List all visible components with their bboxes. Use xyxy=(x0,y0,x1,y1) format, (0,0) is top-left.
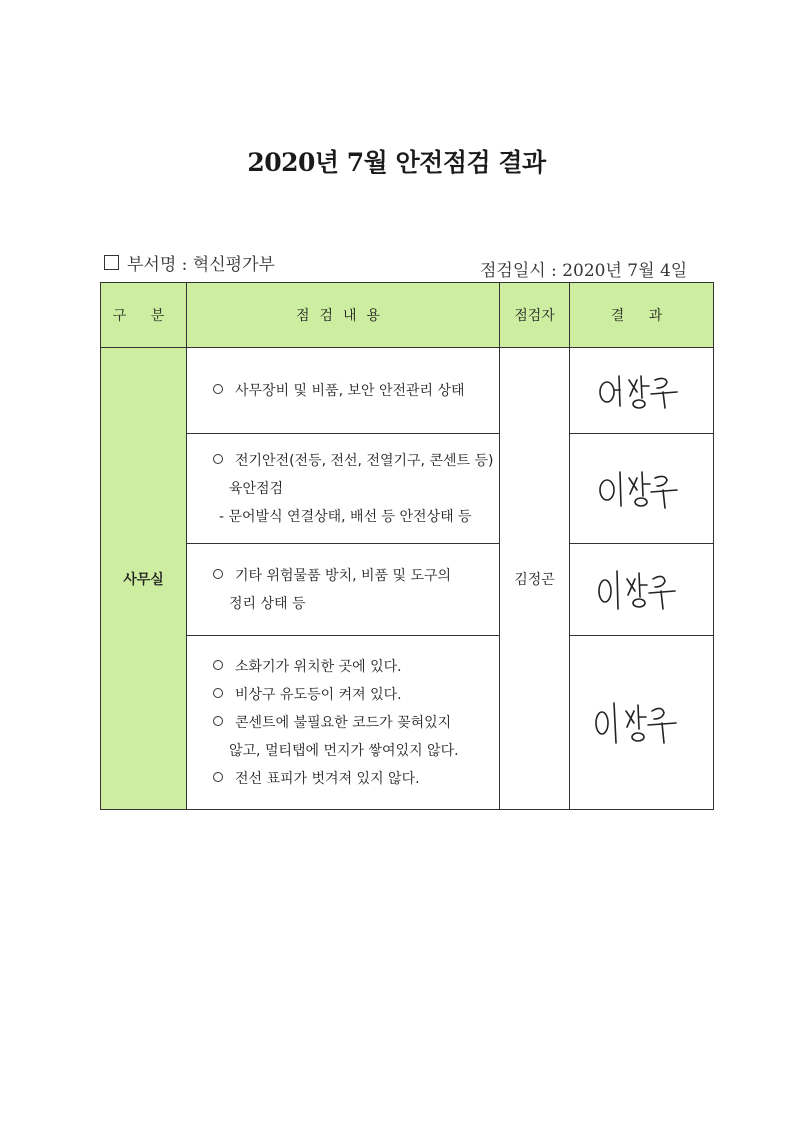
inspection-table xyxy=(100,282,714,810)
list-subitem: - 문어발식 연결상태, 배선 등 안전상태 등 xyxy=(219,508,472,525)
result-signature xyxy=(570,434,714,544)
department-label: 부서명 : 혁신평가부 xyxy=(127,255,275,275)
header-inspector: 점검자 xyxy=(500,283,570,348)
list-item: 전선 표피가 벗겨져 있지 않다. xyxy=(205,765,491,793)
result-signature xyxy=(570,636,714,810)
signature-image xyxy=(593,462,683,512)
list-item-continuation: 않고, 멀티탭에 먼지가 쌓여있지 않다. xyxy=(229,742,459,759)
circle-bullet-icon xyxy=(213,688,223,698)
list-item: 콘센트에 불필요한 코드가 꽂혀있지 xyxy=(205,709,491,737)
content-cell xyxy=(187,434,500,544)
list-item: 전기안전(전등, 전선, 전열기구, 콘센트 등) xyxy=(205,447,491,475)
circle-bullet-icon xyxy=(213,454,223,464)
list-item-continuation: 정리 상태 등 xyxy=(229,595,306,612)
list-item: 기타 위험물품 방치, 비품 및 도구의 xyxy=(205,562,491,590)
signature-image xyxy=(590,693,686,749)
result-signature xyxy=(570,348,714,434)
list-item: 소화기가 위치한 곳에 있다. xyxy=(205,653,491,681)
signature-image xyxy=(593,366,683,412)
header-category: 구 분 xyxy=(101,283,187,348)
list-item: 사무장비 및 비품, 보안 안전관리 상태 xyxy=(205,377,491,405)
circle-bullet-icon xyxy=(213,716,223,726)
category-cell: 사무실 xyxy=(101,348,187,810)
header-content: 점검내용 xyxy=(187,283,500,348)
inspector-cell: 김정곤 xyxy=(500,348,570,810)
signature-image xyxy=(593,561,683,615)
table-row xyxy=(101,348,714,434)
inspection-date: 점검일시 : 2020년 7월 4일 xyxy=(480,261,688,281)
result-signature xyxy=(570,544,714,636)
department-field xyxy=(104,250,275,275)
content-cell xyxy=(187,348,500,434)
circle-bullet-icon xyxy=(213,384,223,394)
table-row xyxy=(101,434,714,544)
content-cell xyxy=(187,544,500,636)
document-title: 2020년 7월 안전점검 결과 xyxy=(247,148,546,177)
table-header-row xyxy=(101,283,714,348)
table-row xyxy=(101,636,714,810)
header-result: 결 과 xyxy=(570,283,714,348)
circle-bullet-icon xyxy=(213,772,223,782)
circle-bullet-icon xyxy=(213,569,223,579)
checkbox-icon[interactable] xyxy=(104,255,119,270)
content-cell xyxy=(187,636,500,810)
list-item: 비상구 유도등이 켜져 있다. xyxy=(205,681,491,709)
list-item-continuation: 육안점검 xyxy=(229,480,284,497)
table-row xyxy=(101,544,714,636)
circle-bullet-icon xyxy=(213,660,223,670)
